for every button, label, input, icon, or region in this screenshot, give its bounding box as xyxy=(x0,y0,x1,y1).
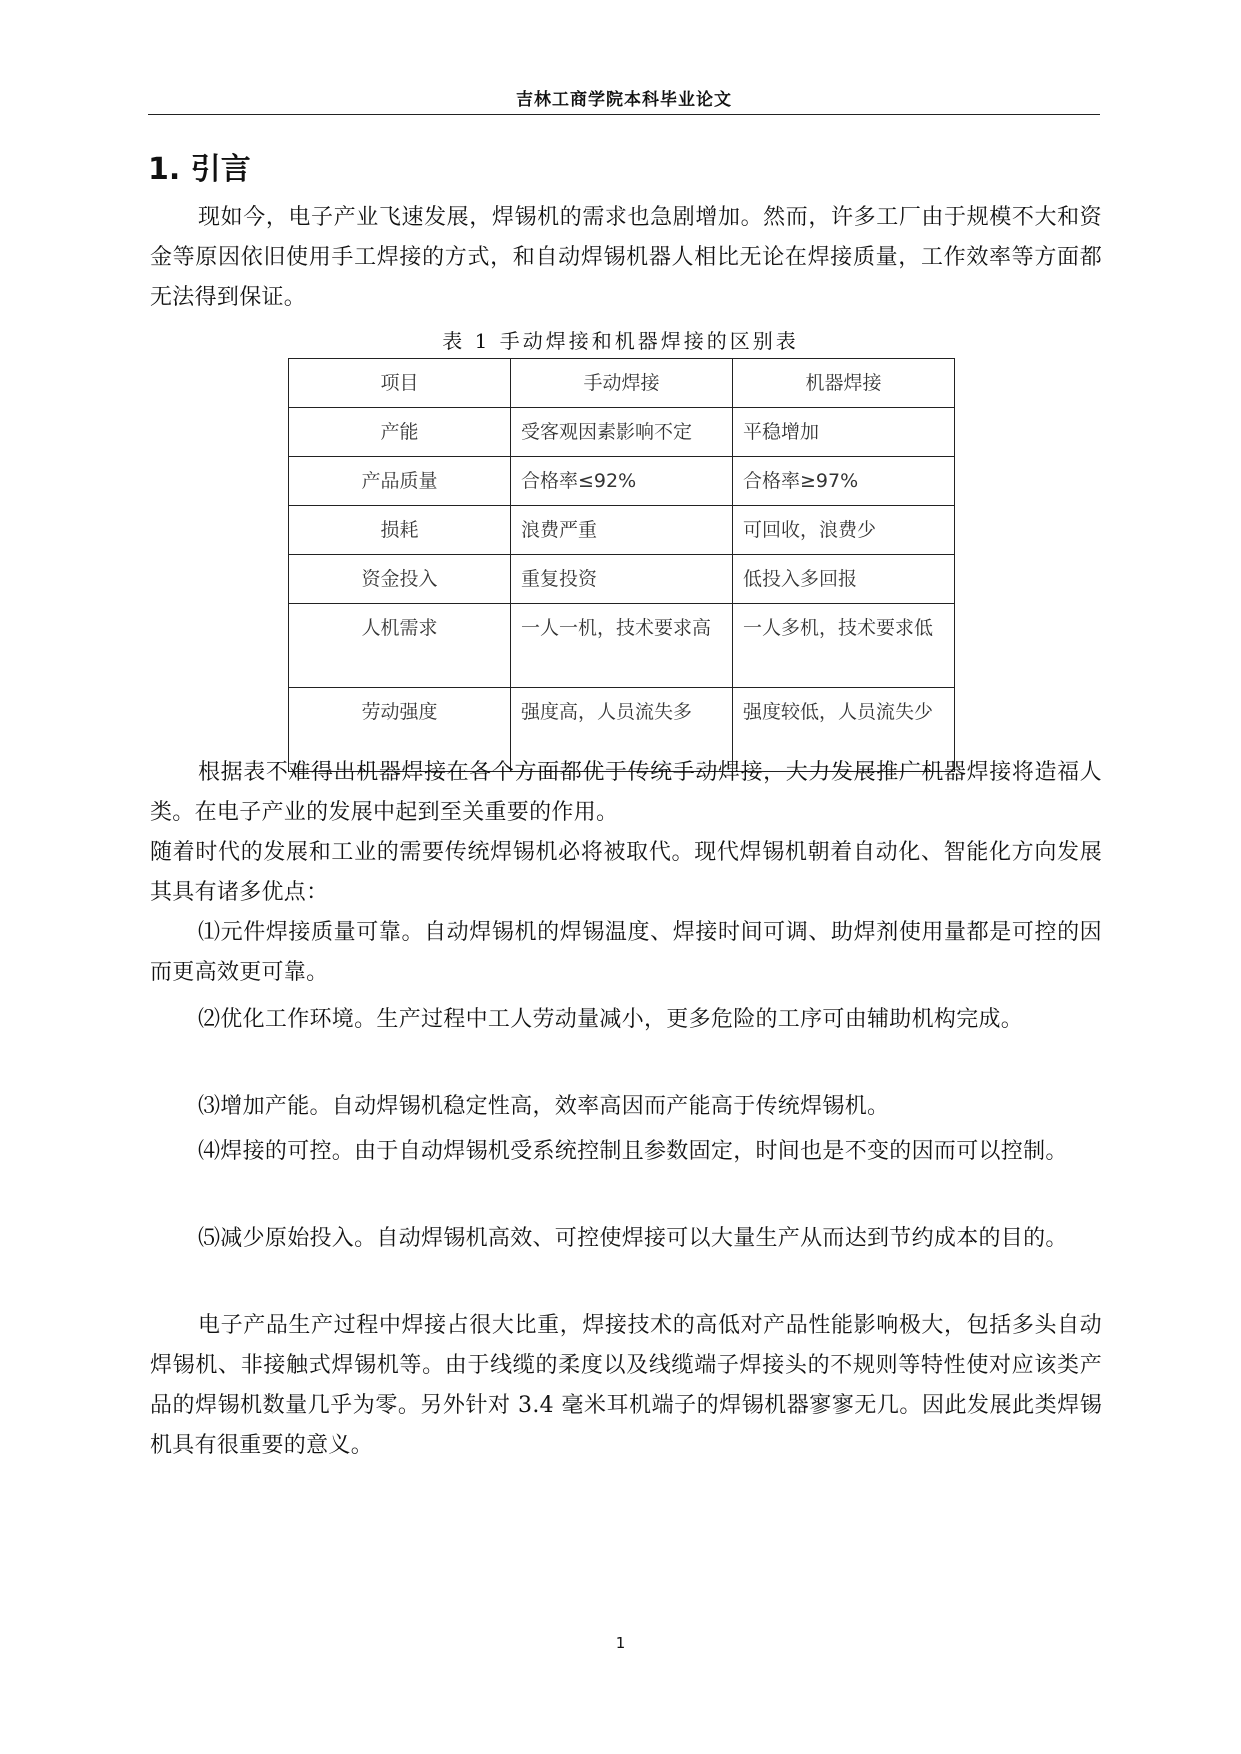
intro-paragraph: 现如今，电子产业飞速发展，焊锡机的需求也急剧增加。然而，许多工厂由于规模不大和资金等原因依旧使用手工焊接的方式，和自动焊锡机器人相比无论在焊接质量，工作效率等方面都无法得到保证。 xyxy=(150,205,1102,310)
row-label: 劳动强度 xyxy=(289,688,511,772)
page-header xyxy=(148,86,1100,115)
table-row xyxy=(289,506,955,555)
advantage-item: ⑵优化工作环境。生产过程中工人劳动量减小，更多危险的工序可由辅助机构完成。 xyxy=(198,1007,1024,1032)
page-number: 1 xyxy=(615,1634,626,1652)
table-row xyxy=(289,408,955,457)
row-label: 损耗 xyxy=(289,506,511,555)
conclusion-paragraph: 根据表不难得出机器焊接在各个方面都优于传统手动焊接，大力发展推广机器焊接将造福人类。在电子产业的发展中起到至关重要的作用。 xyxy=(150,760,1102,825)
machine-cell: 强度较低，人员流失少 xyxy=(733,688,955,772)
machine-cell: 可回收，浪费少 xyxy=(733,506,955,555)
table-row xyxy=(289,555,955,604)
table-header-row xyxy=(289,359,955,408)
comparison-table xyxy=(288,358,955,772)
advantage-item: ⑶增加产能。自动焊锡机稳定性高，效率高因而产能高于传统焊锡机。 xyxy=(198,1094,890,1119)
machine-cell: 平稳增加 xyxy=(733,408,955,457)
manual-cell: 重复投资 xyxy=(511,555,733,604)
machine-cell: 低投入多回报 xyxy=(733,555,955,604)
table-row xyxy=(289,457,955,506)
header-cell-item: 项目 xyxy=(289,359,511,408)
table-caption: 表 1 手动焊接和机器焊接的区别表 xyxy=(442,329,799,353)
advantage-item: ⑷焊接的可控。由于自动焊锡机受系统控制且参数固定，时间也是不变的因而可以控制。 xyxy=(198,1139,1068,1164)
trend-paragraph: 随着时代的发展和工业的需要传统焊锡机必将被取代。现代焊锡机朝着自动化、智能化方向发展其具有诸多优点： xyxy=(150,840,1102,905)
header-title: 吉林工商学院本科毕业论文 xyxy=(516,90,732,110)
header-cell-manual: 手动焊接 xyxy=(511,359,733,408)
header-cell-machine: 机器焊接 xyxy=(733,359,955,408)
machine-cell: 一人多机，技术要求低 xyxy=(733,604,955,688)
advantage-item: ⑸减少原始投入。自动焊锡机高效、可控使焊接可以大量生产从而达到节约成本的目的。 xyxy=(198,1226,1068,1251)
manual-cell: 合格率≤92% xyxy=(511,457,733,506)
machine-cell: 合格率≥97% xyxy=(733,457,955,506)
manual-cell: 浪费严重 xyxy=(511,506,733,555)
advantage-item: ⑴元件焊接质量可靠。自动焊锡机的焊锡温度、焊接时间可调、助焊剂使用量都是可控的因而更高效更可靠。 xyxy=(150,920,1102,985)
table-row xyxy=(289,604,955,688)
row-label: 产品质量 xyxy=(289,457,511,506)
final-paragraph: 电子产品生产过程中焊接占很大比重，焊接技术的高低对产品性能影响极大，包括多头自动焊锡机、非接触式焊锡机等。由于线缆的柔度以及线缆端子焊接头的不规则等特性使对应该类产品的焊锡机数量几乎为零。另外针对 3.4 毫米耳机端子的焊锡机器寥寥无几。因此发展此类焊锡机具有很重要的意义。 xyxy=(150,1313,1102,1458)
row-label: 人机需求 xyxy=(289,604,511,688)
row-label: 资金投入 xyxy=(289,555,511,604)
manual-cell: 受客观因素影响不定 xyxy=(511,408,733,457)
row-label: 产能 xyxy=(289,408,511,457)
section-heading: 1. 引言 xyxy=(148,152,251,187)
manual-cell: 一人一机，技术要求高 xyxy=(511,604,733,688)
manual-cell: 强度高，人员流失多 xyxy=(511,688,733,772)
